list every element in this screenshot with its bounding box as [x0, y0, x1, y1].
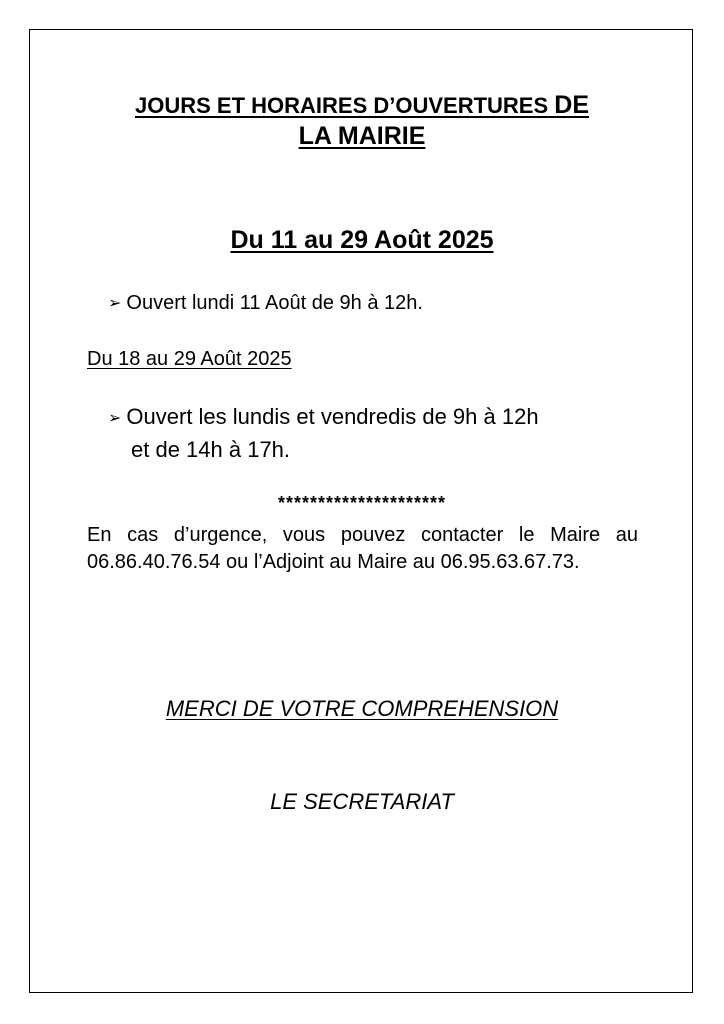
bullet-item-2-line2: et de 14h à 17h. — [131, 437, 291, 462]
emergency-contact-text: En cas d’urgence, vous pouvez contacter le Maire au 06.86.40.76.54 ou l’Adjoint au Maire au 06.95.63.67.73. — [87, 524, 638, 573]
title-line1: JOURS ET HORAIRES D’OUVERTURES — [134, 93, 549, 118]
title-line2: LA MAIRIE — [298, 122, 426, 150]
bullet-item-1 — [108, 290, 423, 318]
thanks-message — [40, 694, 684, 724]
page-title — [40, 90, 684, 152]
period-heading — [40, 224, 684, 256]
subheading: Du 18 au 29 Août 2025 — [87, 348, 292, 370]
period-heading-text: Du 11 au 29 Août 2025 — [230, 226, 494, 254]
title-line1-tail: DE — [554, 91, 590, 119]
separator: ********************* — [277, 493, 447, 513]
arrow-bullet-icon: ➢ — [108, 410, 122, 427]
signature: LE SECRETARIAT — [270, 789, 454, 814]
bullet-item-2-line1: Ouvert les lundis et vendredis de 9h à 12h — [126, 404, 539, 429]
arrow-bullet-icon: ➢ — [108, 295, 122, 312]
bullet-item-2 — [108, 402, 539, 465]
bullet-item-1-text: Ouvert lundi 11 Août de 9h à 12h. — [126, 292, 423, 314]
thanks-message-text: MERCI DE VOTRE COMPREHENSION — [165, 696, 559, 721]
